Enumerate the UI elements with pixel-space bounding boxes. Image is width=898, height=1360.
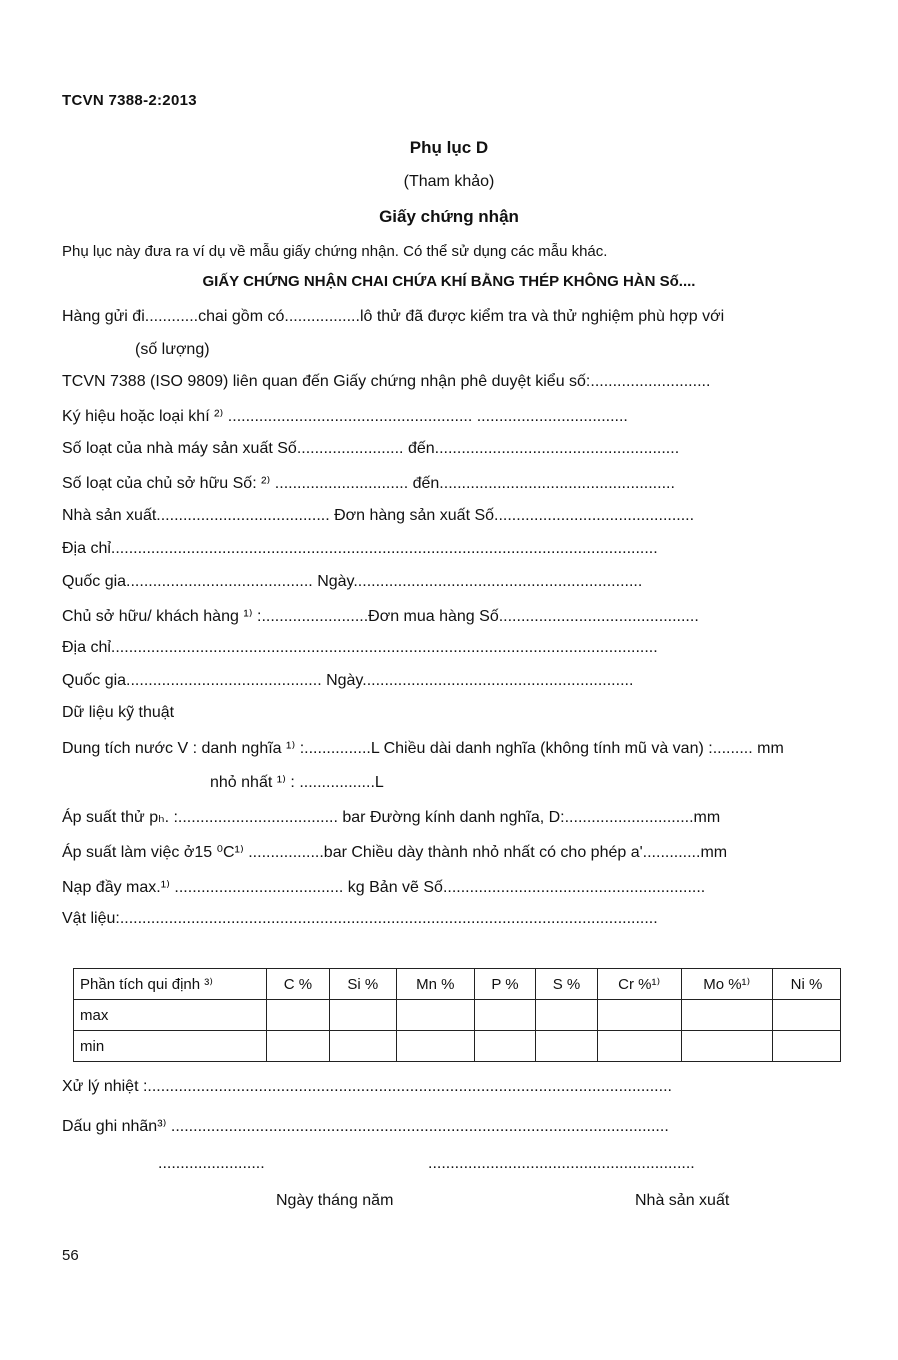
form-line-approval: TCVN 7388 (ISO 9809) liên quan đến Giấy chứng nhận phê duyệt kiểu số:........................... <box>62 373 711 390</box>
form-line-minimum: nhỏ nhất ¹⁾ : .................L <box>210 774 384 791</box>
table-row <box>74 1031 841 1062</box>
table-header-cell: Si % <box>329 969 396 1000</box>
table-cell <box>329 1031 396 1062</box>
table-cell <box>597 1000 681 1031</box>
annex-note: (Tham khảo) <box>403 173 495 190</box>
table-cell <box>474 1000 535 1031</box>
table-header-cell: S % <box>536 969 598 1000</box>
row-label-min: min <box>74 1031 267 1062</box>
table-cell <box>772 1031 840 1062</box>
form-line-working-pressure: Áp suất làm việc ở15 ⁰C¹⁾ .................bar Chiều dày thành nhỏ nhất có cho phép a'.............mm <box>62 844 728 861</box>
form-line-gas-type: Ký hiệu hoặc loại khí ²⁾ ....................................................... .................................. <box>62 408 628 425</box>
table-header-cell: Phần tích qui định ³⁾ <box>74 969 267 1000</box>
certificate-title: GIẤY CHỨNG NHẬN CHAI CHỨA KHÍ BẰNG THÉP KHÔNG HÀN Số.... <box>202 273 696 290</box>
form-line-max-fill: Nạp đầy max.¹⁾ ...................................... kg Bản vẽ Số........................................................... <box>62 879 706 896</box>
table-cell <box>681 1000 772 1031</box>
table-header-row <box>74 969 841 1000</box>
form-line-owner: Chủ sở hữu/ khách hàng ¹⁾ :........................Đơn mua hàng Số............................................. <box>62 608 699 625</box>
form-line-address-1: Địa chỉ........................................................................................................................... <box>62 540 658 557</box>
table-cell <box>329 1000 396 1031</box>
annex-heading: Giấy chứng nhận <box>379 207 519 226</box>
table-cell <box>536 1000 598 1031</box>
signature-date-dots: ........................ <box>158 1155 265 1172</box>
table-header-cell: P % <box>474 969 535 1000</box>
annex-title: Phụ lục D <box>409 138 489 157</box>
table-cell <box>772 1000 840 1031</box>
table-cell <box>536 1031 598 1062</box>
form-line-quantity-note: (số lượng) <box>135 341 210 358</box>
table-row <box>74 1000 841 1031</box>
signature-manufacturer-label: Nhà sản xuất <box>635 1192 730 1209</box>
row-label-max: max <box>74 1000 267 1031</box>
form-line-heat-treatment: Xử lý nhiệt :...................................................................................................................... <box>62 1078 672 1095</box>
form-line-test-pressure: Áp suất thử pₕ. :.................................... bar Đường kính danh nghĩa, D:.............................mm <box>62 809 721 826</box>
table-cell <box>597 1031 681 1062</box>
signature-manufacturer-dots: ............................................................ <box>428 1155 695 1172</box>
table-header-cell: C % <box>267 969 330 1000</box>
form-line-owner-serial: Số loạt của chủ sở hữu Số: ²⁾ .............................. đến..................................................... <box>62 475 675 492</box>
table-cell <box>396 1000 474 1031</box>
table-cell <box>396 1031 474 1062</box>
table-cell <box>681 1031 772 1062</box>
standard-code: TCVN 7388-2:2013 <box>62 92 197 109</box>
form-line-technical-data: Dữ liệu kỹ thuật <box>62 704 175 721</box>
form-line-material: Vật liệu:......................................................................................................................... <box>62 910 658 927</box>
table-header-cell: Mo %¹⁾ <box>681 969 772 1000</box>
annex-intro: Phụ lục này đưa ra ví dụ về mẫu giấy chứng nhận. Có thể sử dụng các mẫu khác. <box>62 243 608 260</box>
table-cell <box>474 1031 535 1062</box>
form-line-manufacturer-serial: Số loạt của nhà máy sản xuất Số........................ đến....................................................... <box>62 440 680 457</box>
form-line-water-capacity: Dung tích nước V : danh nghĩa ¹⁾ :...............L Chiều dài danh nghĩa (không tính mũ và van) :......... mm <box>62 740 784 757</box>
table-header-cell: Mn % <box>396 969 474 1000</box>
table-cell <box>267 1031 330 1062</box>
signature-date-label: Ngày tháng năm <box>276 1192 394 1209</box>
form-line-manufacturer: Nhà sản xuất....................................... Đơn hàng sản xuất Số............................................. <box>62 507 695 524</box>
form-line-country-2: Quốc gia............................................ Ngày............................................................. <box>62 672 634 689</box>
form-line-consignment: Hàng gửi đi............chai gồm có.................lô thử đã được kiểm tra và thử nghiệm phù hợp với <box>62 308 725 325</box>
form-line-country-1: Quốc gia.......................................... Ngày................................................................. <box>62 573 643 590</box>
chemical-analysis-table <box>73 968 841 1062</box>
table-header-cell: Ni % <box>772 969 840 1000</box>
form-line-marking: Dấu ghi nhãn³⁾ ................................................................................................................ <box>62 1118 669 1135</box>
page-number: 56 <box>62 1247 79 1264</box>
table-header-cell: Cr %¹⁾ <box>597 969 681 1000</box>
table-cell <box>267 1000 330 1031</box>
form-line-address-2: Địa chỉ........................................................................................................................... <box>62 639 658 656</box>
